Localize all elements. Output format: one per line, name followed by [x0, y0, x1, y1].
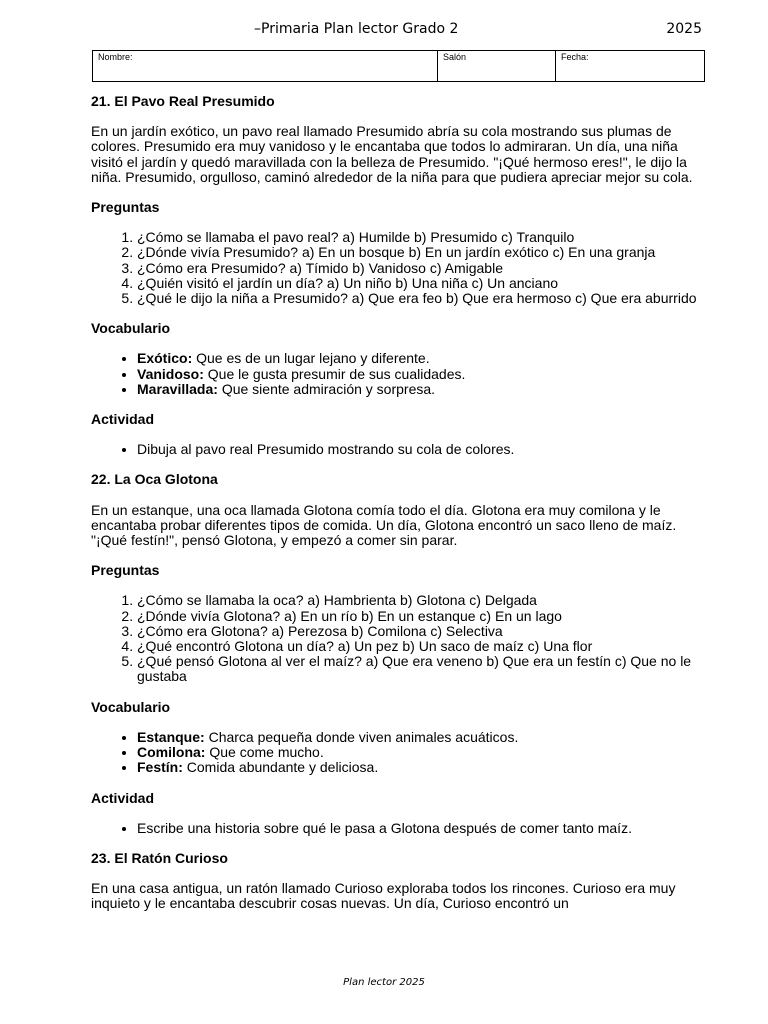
vocab-definition: Que come mucho.: [205, 744, 324, 761]
story-22-title: 22. La Oca Glotona: [91, 471, 218, 488]
vocab-term: Festín:: [137, 759, 183, 776]
question-item: 2. ¿Dónde vivía Presumido? a) En un bosque b) En un jardín exótico c) En una granja: [137, 245, 711, 260]
story-22-questions-heading: Preguntas: [91, 562, 160, 579]
name-label: Nombre:: [98, 52, 133, 62]
vocab-term: Maravillada:: [137, 380, 218, 397]
page-header: [0, 21, 768, 41]
story-23-title: 23. El Ratón Curioso: [91, 849, 228, 866]
header-title: –Primaria Plan lector Grado 2: [254, 21, 459, 37]
story-22-activity-heading: Actividad: [91, 789, 155, 806]
question-item: 5. ¿Qué pensó Glotona al ver el maíz? a) Que era veneno b) Que era un festín c) Que no le gustaba: [137, 654, 711, 684]
question-item: 1. ¿Cómo se llamaba la oca? a) Hambrienta b) Glotona c) Delgada: [137, 593, 711, 608]
vocab-definition: Charca pequeña donde viven animales acuáticos.: [204, 728, 519, 745]
story-22-vocab-heading: Vocabulario: [91, 698, 171, 715]
question-item: 3. ¿Cómo era Glotona? a) Perezosa b) Comilona c) Selectiva: [137, 624, 711, 639]
activity-item: • Dibuja al pavo real Presumido mostrando su cola de colores.: [137, 442, 711, 457]
story-21-activity: [91, 442, 711, 457]
room-label: Salón: [443, 52, 467, 62]
date-label: Fecha:: [561, 52, 589, 62]
story-23-text: En una casa antigua, un ratón llamado Curioso exploraba todos los rincones. Curioso era muy inquieto y le encantaba descubrir cosas nuevas. Un día, Curioso encontró un: [91, 880, 676, 912]
vocab-definition: Que le gusta presumir de sus cualidades.: [203, 365, 466, 382]
question-item: 3. ¿Cómo era Presumido? a) Tímido b) Vanidoso c) Amigable: [137, 261, 711, 276]
question-item: 2. ¿Dónde vivía Glotona? a) En un río b) En un estanque c) En un lago: [137, 609, 711, 624]
story-22-text: En un estanque, una oca llamada Glotona comía todo el día. Glotona era muy comilona y le encantaba probar diferentes tipos de comida. Un día, Glotona encontró un saco lleno de maíz. "¡Qué festín!", pensó Glotona, y empezó a comer sin parar.: [91, 501, 677, 549]
vocab-item: [137, 382, 711, 397]
vocab-definition: Que siente admiración y sorpresa.: [217, 380, 436, 397]
question-item: 4. ¿Quién visitó el jardín un día? a) Un niño b) Una niña c) Un anciano: [137, 276, 711, 291]
vocab-term: Estanque:: [137, 728, 205, 745]
question-item: 5. ¿Qué le dijo la niña a Presumido? a) Que era feo b) Que era hermoso c) Que era aburrido: [137, 291, 711, 306]
header-year: 2025: [666, 21, 702, 37]
story-21-questions: [91, 230, 711, 306]
story-21-vocab-heading: Vocabulario: [91, 320, 171, 337]
name-field[interactable]: [93, 51, 438, 82]
vocab-definition: Comida abundante y deliciosa.: [182, 759, 379, 776]
student-info-table: [92, 50, 705, 82]
document-content: [91, 94, 711, 927]
vocab-item: [137, 367, 711, 382]
story-22-questions: [91, 593, 711, 684]
question-item: 4. ¿Qué encontró Glotona un día? a) Un pez b) Un saco de maíz c) Una flor: [137, 639, 711, 654]
vocab-definition: Que es de un lugar lejano y diferente.: [192, 350, 430, 367]
page-footer: Plan lector 2025: [343, 977, 425, 988]
vocab-item: [137, 351, 711, 366]
vocab-term: Exótico:: [137, 350, 193, 367]
question-item: 1. ¿Cómo se llamaba el pavo real? a) Humilde b) Presumido c) Tranquilo: [137, 230, 711, 245]
date-field[interactable]: [556, 51, 705, 82]
activity-item: • Escribe una historia sobre qué le pasa a Glotona después de comer tanto maíz.: [137, 821, 711, 836]
vocab-item: [137, 760, 711, 775]
vocab-term: Comilona:: [137, 744, 206, 761]
story-21-text: En un jardín exótico, un pavo real llamado Presumido abría su cola mostrando sus plumas de colores. Presumido era muy vanidoso y le encantaba que todos lo admiraran. Un día, una niña visitó el jardín y quedó maravillada con la belleza de Presumido. "¡Qué hermoso eres!", le dijo la niña. Presumido, orgulloso, caminó alrededor de la niña para que pudiera apreciar mejor su cola.: [91, 123, 693, 185]
story-22-activity: [91, 821, 711, 836]
story-21-questions-heading: Preguntas: [91, 199, 160, 216]
story-21-title: 21. El Pavo Real Presumido: [91, 93, 275, 109]
room-field[interactable]: [438, 51, 556, 82]
story-21-vocab: [91, 351, 711, 397]
vocab-term: Vanidoso:: [137, 365, 204, 382]
vocab-item: [137, 730, 711, 745]
vocab-item: [137, 745, 711, 760]
story-22-vocab: [91, 730, 711, 776]
story-21-activity-heading: Actividad: [91, 411, 155, 428]
